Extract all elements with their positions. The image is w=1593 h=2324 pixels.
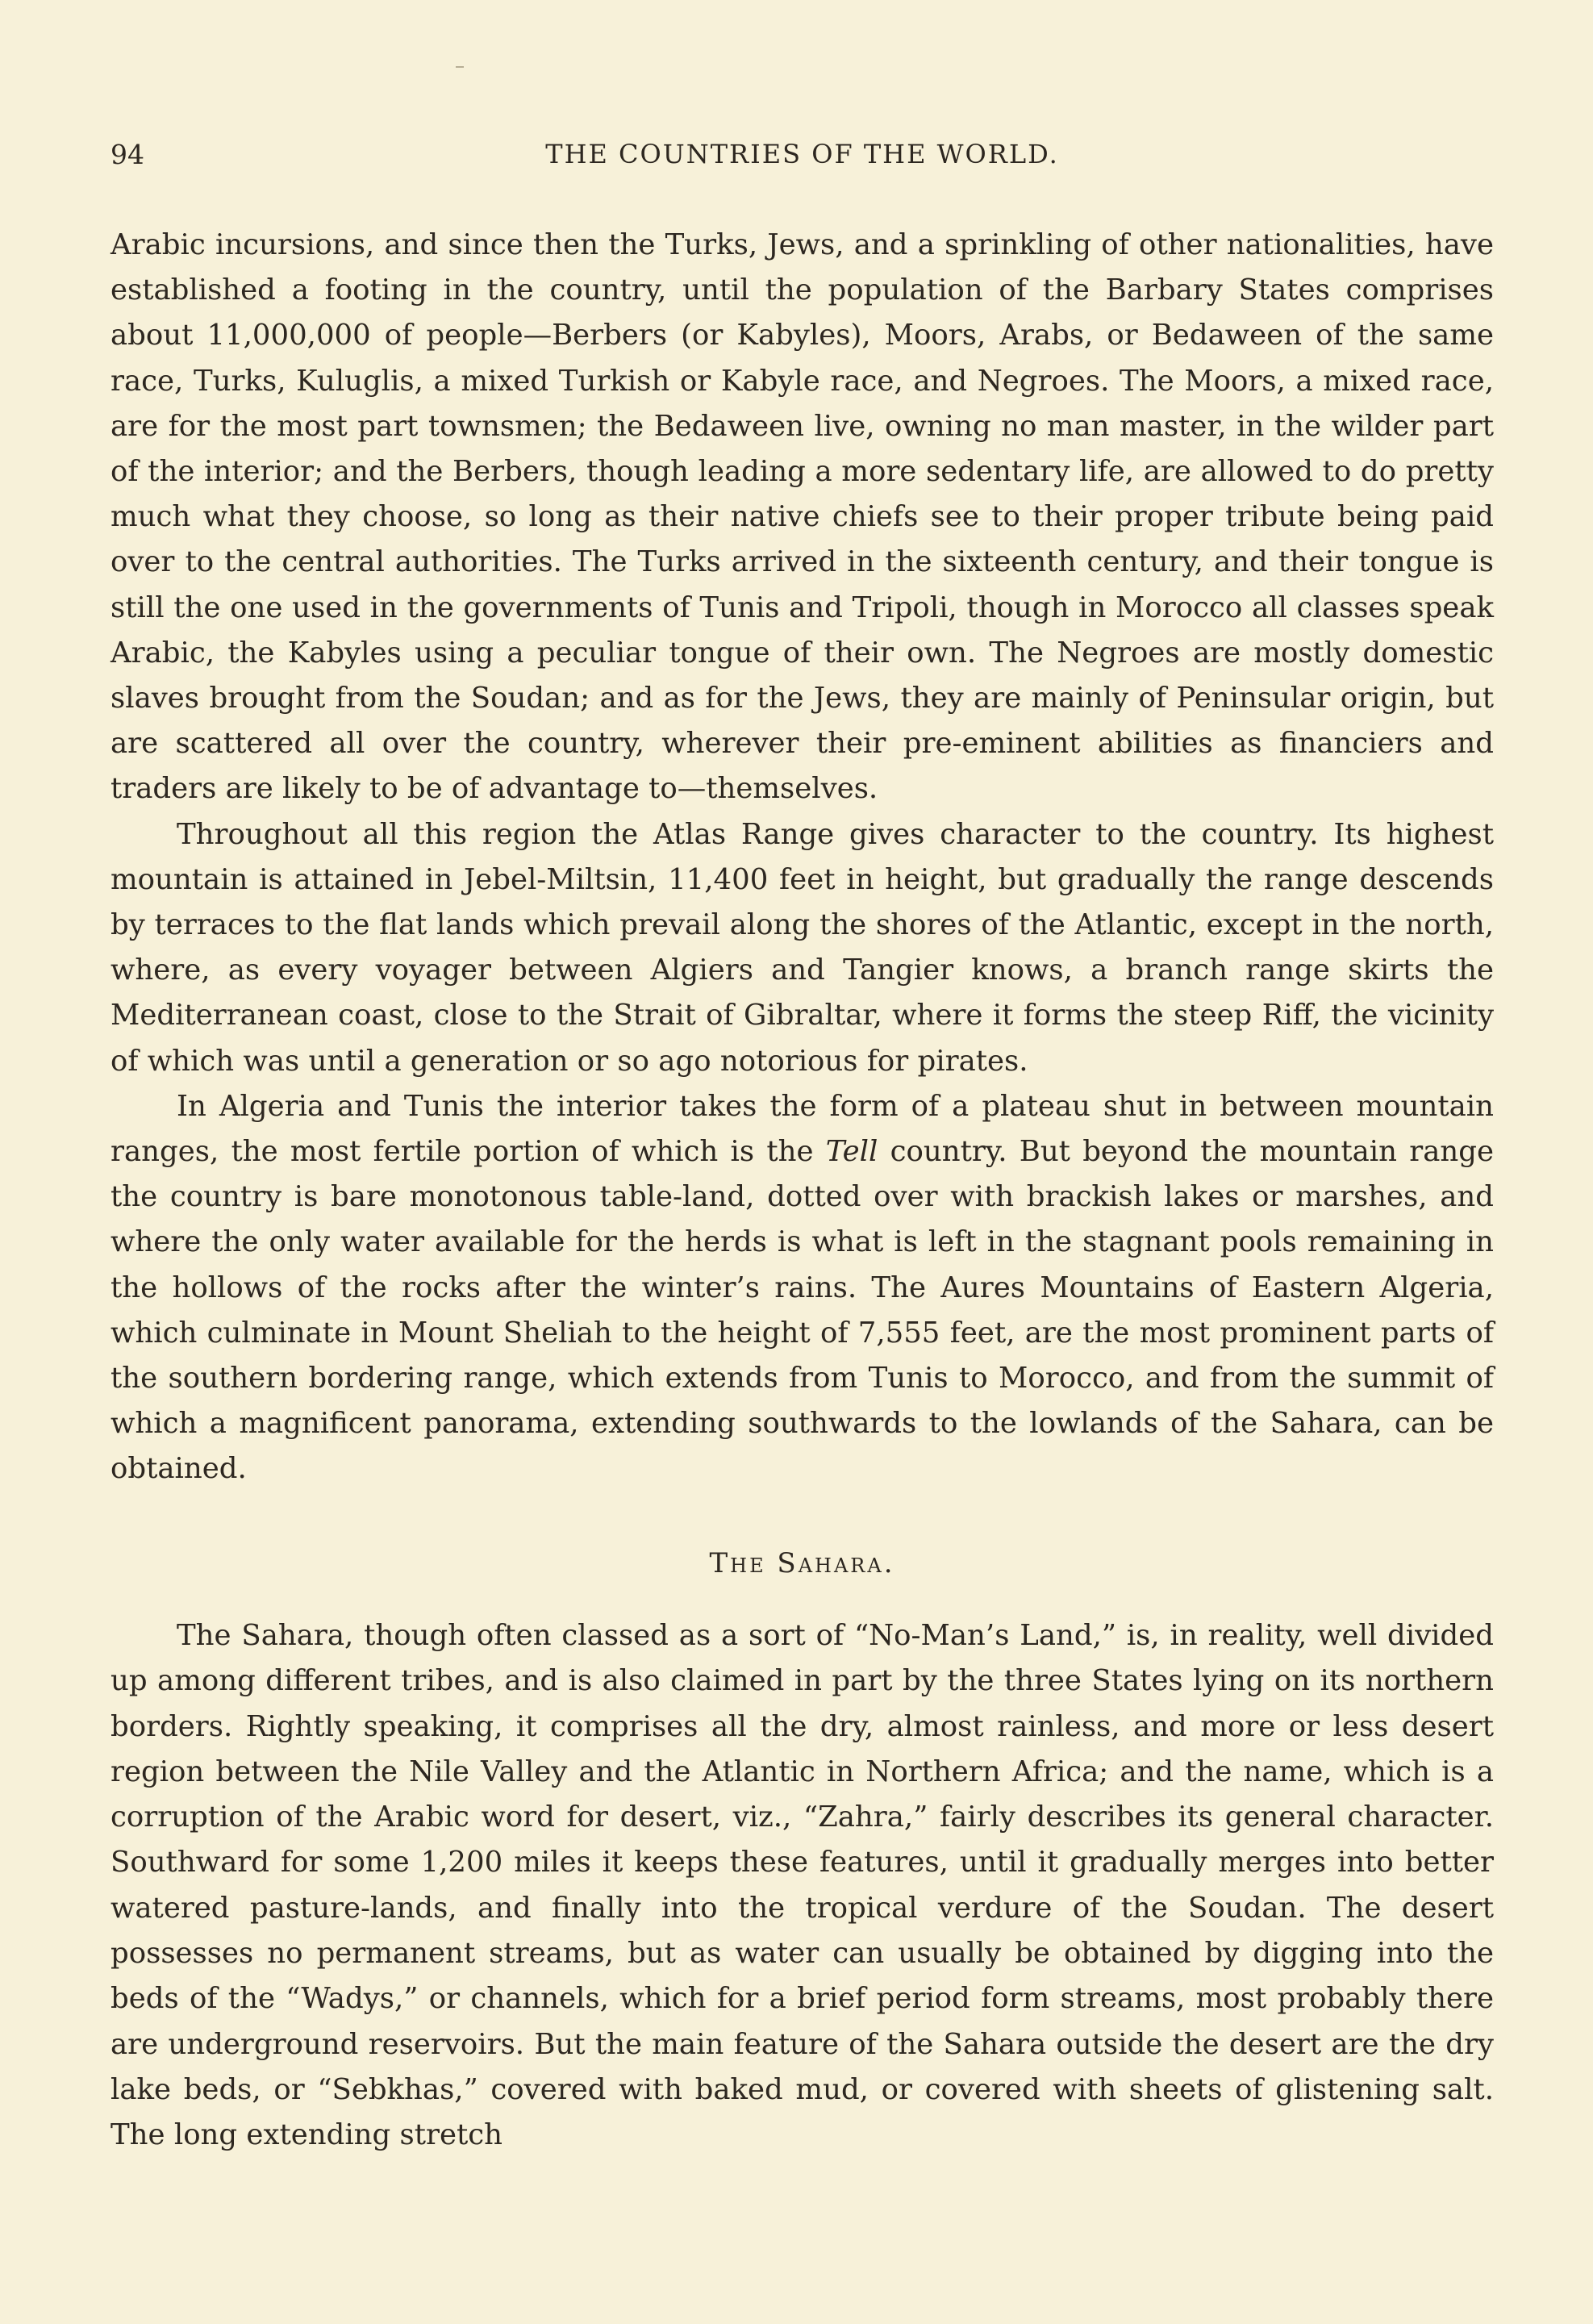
- body-text: [111, 223, 1494, 1492]
- paragraph: Arabic incursions, and since then the Turks, Jews, and a sprinkling of other nationalities, have established a footing in the country, until the population of the Barbary States comprises about 11,000,000 of people—Berbers (or Kabyles), Moors, Arabs, or Bedaween of the same race, Turks, Kuluglis, a mixed Turkish or Kabyle race, and Negroes. The Moors, a mixed race, are for the most part townsmen; the Bedaween live, owning no man master, in the wilder part of the interior; and the Berbers, though leading a more sedentary life, are allowed to do pretty much what they choose, so long as their native chiefs see to their proper tribute being paid over to the central authorities. The Turks arrived in the sixteenth century, and their tongue is still the one used in the governments of Tunis and Tripoli, though in Morocco all classes speak Arabic, the Kabyles using a peculiar tongue of their own. The Negroes are mostly domestic slaves brought from the Soudan; and as for the Jews, they are mainly of Peninsular origin, but are scattered all over the country, wherever their pre-eminent abilities as financiers and traders are likely to be of advantage to—themselves.: [111, 228, 1494, 806]
- italic-term: Tell: [825, 1135, 878, 1169]
- page-number: 94: [111, 139, 144, 170]
- page-mark: [456, 66, 464, 68]
- paragraph: Throughout all this region the Atlas Range gives character to the country. Its highest mountain is attained in Jebel-Miltsin, 11,400 feet in height, but gradually the range descends by terraces to the flat lands which prevail along the shores of the Atlantic, except in the north, where, as every voyager between Algiers and Tangier knows, a branch range skirts the Mediterranean coast, close to the Strait of Gibraltar, where it forms the steep Riff, the vicinity of which was until a generation or so ago notorious for pirates.: [111, 817, 1494, 1078]
- section-heading: The Sahara.: [709, 1547, 895, 1579]
- section-body: [111, 1613, 1494, 2159]
- paragraph-text: In Algeria and Tunis the interior takes the form of a plateau shut in between mountain ranges, the most fertile portion of which is the: [111, 1089, 1494, 1169]
- running-title: THE COUNTRIES OF THE WORLD.: [545, 139, 1059, 169]
- paragraph-text: country. But beyond the mountain range the country is bare monotonous table-land, dotted over with brackish lakes or marshes, and where the only water available for the herds is what is left in the stagnant pools remaining in the hollows of the rocks after the winter’s rains. The Aures Mountains of Eastern Algeria, which culminate in Mount Sheliah to the height of 7,555 feet, are the most prominent parts of the southern bordering range, which extends from Tunis to Morocco, and from the summit of which a magnificent panorama, extending southwards to the lowlands of the Sahara, can be obtained.: [111, 1135, 1494, 1486]
- paragraph: [111, 1084, 1494, 1492]
- page-header: [111, 139, 1494, 177]
- paragraph: The Sahara, though often classed as a sort of “No-Man’s Land,” is, in reality, well divided up among different tribes, and is also claimed in part by the three States lying on its northern borders. Rightly speaking, it comprises all the dry, almost rainless, and more or less desert region between the Nile Valley and the Atlantic in Northern Africa; and the name, which is a corruption of the Arabic word for desert, viz., “Zahra,” fairly describes its general character. Southward for some 1,200 miles it keeps these features, until it gradually merges into better watered pasture-lands, and finally into the tropical verdure of the Soudan. The desert possesses no permanent streams, but as water can usually be obtained by digging into the beds of the “Wadys,” or channels, which for a brief period form streams, most probably there are underground reservoirs. But the main feature of the Sahara outside the desert are the dry lake beds, or “Sebkhas,” covered with baked mud, or covered with sheets of glistening salt. The long extending stretch: [111, 1619, 1494, 2152]
